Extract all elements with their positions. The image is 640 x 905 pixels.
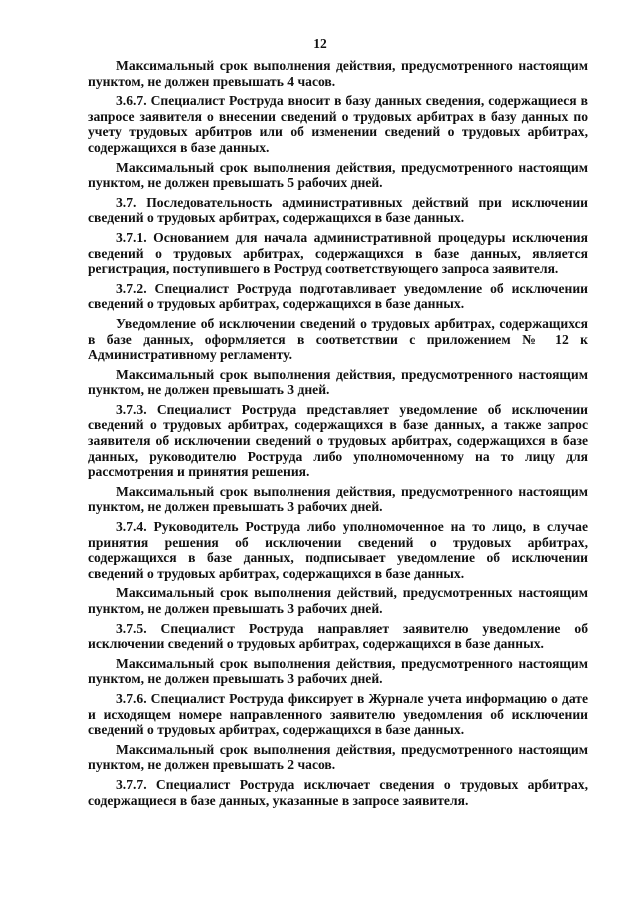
paragraph: 3.7.3. Специалист Роструда представляет уведомление об исключении сведений о трудовых арбитрах, содержащихся в базе данных, а также запрос заявителя об исключении сведений о трудовых арбитрах, содержащихся в базе данных, руководителю Роструда либо уполномоченному на то лицу для рассмотрения и принятия решения. xyxy=(88,401,588,480)
paragraph: 3.6.7. Специалист Роструда вносит в базу данных сведения, содержащиеся в запросе заявителя о внесении сведений о трудовых арбитрах в базу данных по учету трудовых арбитров или об изменении сведений о трудовых арбитрах, содержащихся в базе данных. xyxy=(88,93,588,155)
document-body xyxy=(88,58,588,812)
paragraph: 3.7.2. Специалист Роструда подготавливает уведомление об исключении сведений о трудовых арбитрах, содержащихся в базе данных. xyxy=(88,280,588,312)
paragraph: Максимальный срок выполнения действия, предусмотренного настоящим пунктом, не должен превышать 3 дней. xyxy=(88,366,588,398)
paragraph: Максимальный срок выполнения действий, предусмотренных настоящим пунктом, не должен превышать 3 рабочих дней. xyxy=(88,585,588,616)
paragraph: Максимальный срок выполнения действия, предусмотренного настоящим пунктом, не должен превышать 3 рабочих дней. xyxy=(88,483,588,515)
paragraph: 3.7.4. Руководитель Роструда либо уполномоченное на то лицо, в случае принятия решения об исключении сведений о трудовых арбитрах, содержащихся в базе данных, подписывает уведомление об исключении сведений о трудовых арбитрах, содержащихся в базе данных. xyxy=(88,519,588,581)
paragraph: Максимальный срок выполнения действия, предусмотренного настоящим пунктом, не должен превышать 5 рабочих дней. xyxy=(88,159,588,191)
paragraph: Уведомление об исключении сведений о трудовых арбитрах, содержащихся в базе данных, оформляется в соответствии с приложением № 12 к Административному регламенту. xyxy=(88,315,588,363)
paragraph: 3.7.7. Специалист Роструда исключает сведения о трудовых арбитрах, содержащиеся в базе данных, указанные в запросе заявителя. xyxy=(88,776,588,808)
paragraph: 3.7.6. Специалист Роструда фиксирует в Журнале учета информацию о дате и исходящем номере направленного заявителю уведомления об исключении сведений о трудовых арбитрах, содержащихся в базе данных. xyxy=(88,690,588,738)
page-number: 12 xyxy=(313,36,327,51)
paragraph: Максимальный срок выполнения действия, предусмотренного настоящим пунктом, не должен превышать 2 часов. xyxy=(88,741,588,773)
paragraph: Максимальный срок выполнения действия, предусмотренного настоящим пунктом, не должен превышать 4 часов. xyxy=(88,58,588,89)
paragraph: 3.7.1. Основанием для начала административной процедуры исключения сведений о трудовых арбитрах, содержащихся в базе данных, является регистрация, поступившего в Роструд соответствующего запроса заявителя. xyxy=(88,229,588,277)
paragraph: 3.7.5. Специалист Роструда направляет заявителю уведомление об исключении сведений о трудовых арбитрах, содержащихся в базе данных. xyxy=(88,620,588,652)
paragraph: 3.7. Последовательность административных действий при исключении сведений о трудовых арбитрах, содержащихся в базе данных. xyxy=(88,194,588,226)
paragraph: Максимальный срок выполнения действия, предусмотренного настоящим пунктом, не должен превышать 3 рабочих дней. xyxy=(88,655,588,687)
